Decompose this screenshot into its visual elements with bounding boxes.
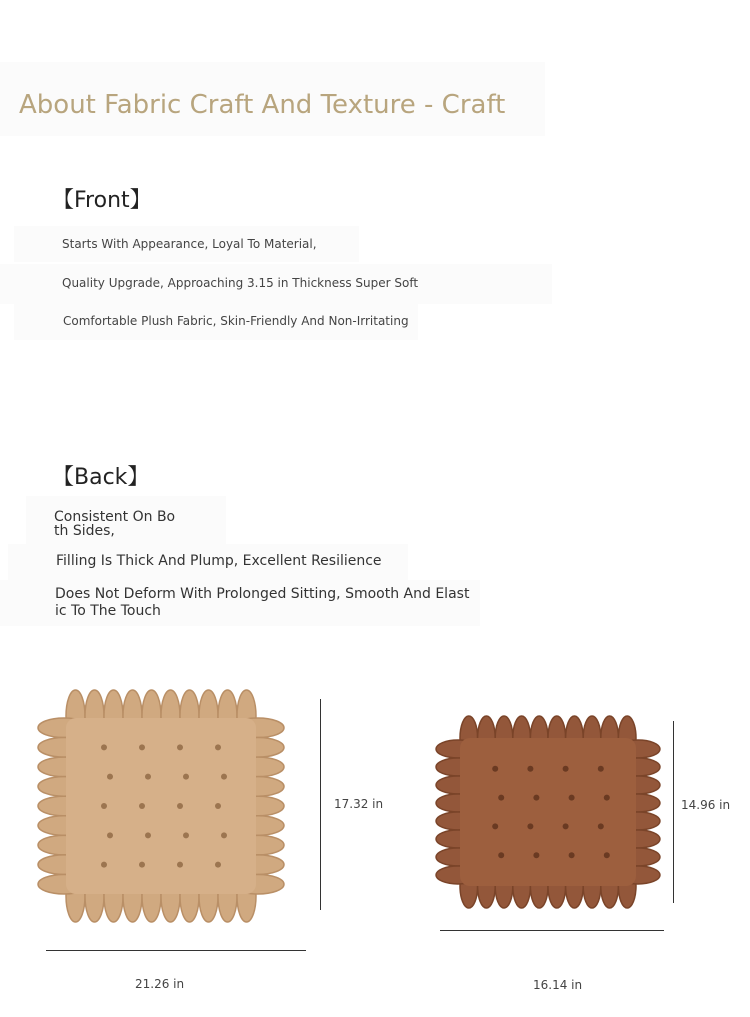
front-heading: 【Front】	[52, 188, 152, 213]
width-label-2: 16.14 in	[533, 978, 583, 992]
biscuit-cushion-brown-image	[432, 712, 664, 912]
height-dimension-line-1	[320, 699, 321, 910]
front-line-3: Comfortable Plush Fabric, Skin-Friendly And Non-Irritating	[63, 314, 409, 328]
front-line-2: Quality Upgrade, Approaching 3.15 in Thickness Super Soft	[62, 276, 419, 290]
width-dimension-line-1	[46, 950, 306, 951]
height-label-2: 14.96 in	[681, 798, 731, 812]
width-dimension-line-2	[440, 930, 664, 931]
height-label-1: 17.32 in	[334, 797, 384, 811]
back-line-2: Filling Is Thick And Plump, Excellent Resilience	[56, 553, 382, 569]
width-label-1: 21.26 in	[135, 977, 185, 991]
back-heading: 【Back】	[52, 465, 150, 490]
biscuit-cushion-beige-image	[36, 688, 286, 924]
back-line-3: Does Not Deform With Prolonged Sitting, Smooth And Elast ic To The Touch	[55, 586, 470, 619]
front-line-1: Starts With Appearance, Loyal To Material,	[62, 237, 317, 251]
page-title: About Fabric Craft And Texture - Craft	[19, 90, 506, 120]
height-dimension-line-2	[673, 721, 674, 903]
back-line-1: Consistent On Bo th Sides,	[54, 509, 176, 539]
